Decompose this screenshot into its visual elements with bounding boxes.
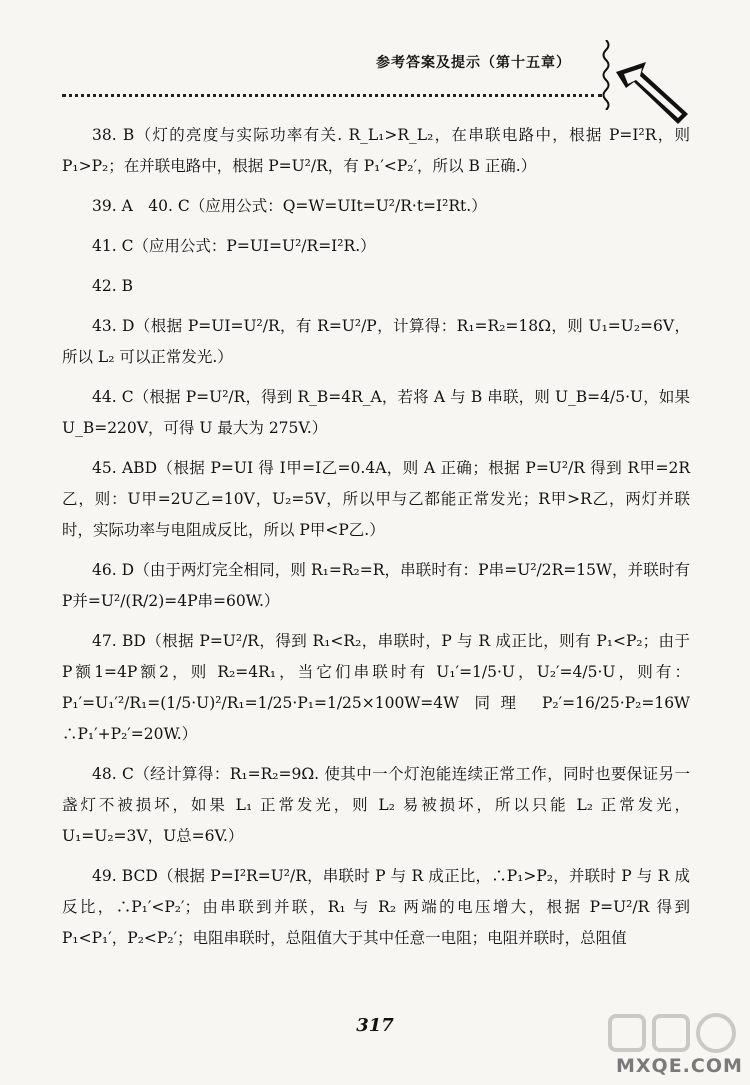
header-dotted-rule: [62, 94, 602, 97]
answer-45: 45. ABD（根据 P=UI 得 I甲=I乙=0.4A，则 A 正确；根据 P=U²/R 得到 R甲=2R乙，则：U甲=2U乙=10V，U₂=5V，所以甲与乙都能正常发光；R甲>R乙，两灯并联时，实际功率与电阻成反比，所以 P甲<P乙.）: [62, 459, 690, 539]
watermark-text: MXQE.COM: [616, 1055, 743, 1077]
answer-list: [62, 120, 706, 963]
answer-48: 48. C（经计算得：R₁=R₂=9Ω. 使其中一个灯泡能连续正常工作，同时也要保证另一盏灯不被损坏，如果 L₁ 正常发光，则 L₂ 易被损坏，所以只能 L₂ 正常发光，U₁=U₂=3V，U总=6V.）: [62, 765, 690, 845]
answer-38: 38. B（灯的亮度与实际功率有关. R_L₁>R_L₂，在串联电路中，根据 P=I²R，则 P₁>P₂；在并联电路中，根据 P=U²/R，有 P₁′<P₂′，所以 B 正确.）: [62, 126, 690, 175]
answer-44: 44. C（根据 P=U²/R，得到 R_B=4R_A，若将 A 与 B 串联，则 U_B=4/5·U，如果 U_B=220V，可得 U 最大为 275V.）: [62, 388, 690, 437]
header-title: 参考答案及提示（第十五章）: [376, 55, 571, 71]
arrow-icon: [612, 58, 692, 128]
answer-39-40: 39. A 40. C（应用公式：Q=W=UIt=U²/R·t=I²Rt.）: [92, 197, 487, 215]
page-number: 317: [356, 1015, 394, 1036]
answer-47: 47. BD（根据 P=U²/R，得到 R₁<R₂，串联时，P 与 R 成正比，则有 P₁<P₂；由于 P额1=4P额2，则 R₂=4R₁，当它们串联时有 U₁′=1/5·U，U₂′=4/5·U，则有：P₁′=U₁′²/R₁=(1/5·U)²/R₁=1/25·P₁=1/25×100W=4W 同理 P₂′=16/25·P₂=16W ∴P₁′+P₂′=20W.）: [62, 632, 706, 743]
answer-41: 41. C（应用公式：P=UI=U²/R=I²R.）: [92, 237, 376, 255]
answer-46: 46. D（由于两灯完全相同，则 R₁=R₂=R，串联时有：P串=U²/2R=15W，并联时有 P并=U²/(R/2)=4P串=60W.）: [62, 561, 690, 610]
wavy-edge-decoration: [600, 40, 612, 110]
answer-49: 49. BCD（根据 P=I²R=U²/R，串联时 P 与 R 成正比，∴P₁>P₂，并联时 P 与 R 成反比，∴P₁′<P₂′；由串联到并联，R₁ 与 R₂ 两端的电压增大，根据 P=U²/R 得到 P₁<P₁′，P₂<P₂′；电阻串联时，总阻值大于其中任意一电阻；电阻并联时，总阻值: [62, 867, 690, 947]
answer-42: 42. B: [92, 277, 133, 295]
answer-43: 43. D（根据 P=UI=U²/R，有 R=U²/P，计算得：R₁=R₂=18Ω，则 U₁=U₂=6V，所以 L₂ 可以正常发光.）: [62, 317, 690, 366]
